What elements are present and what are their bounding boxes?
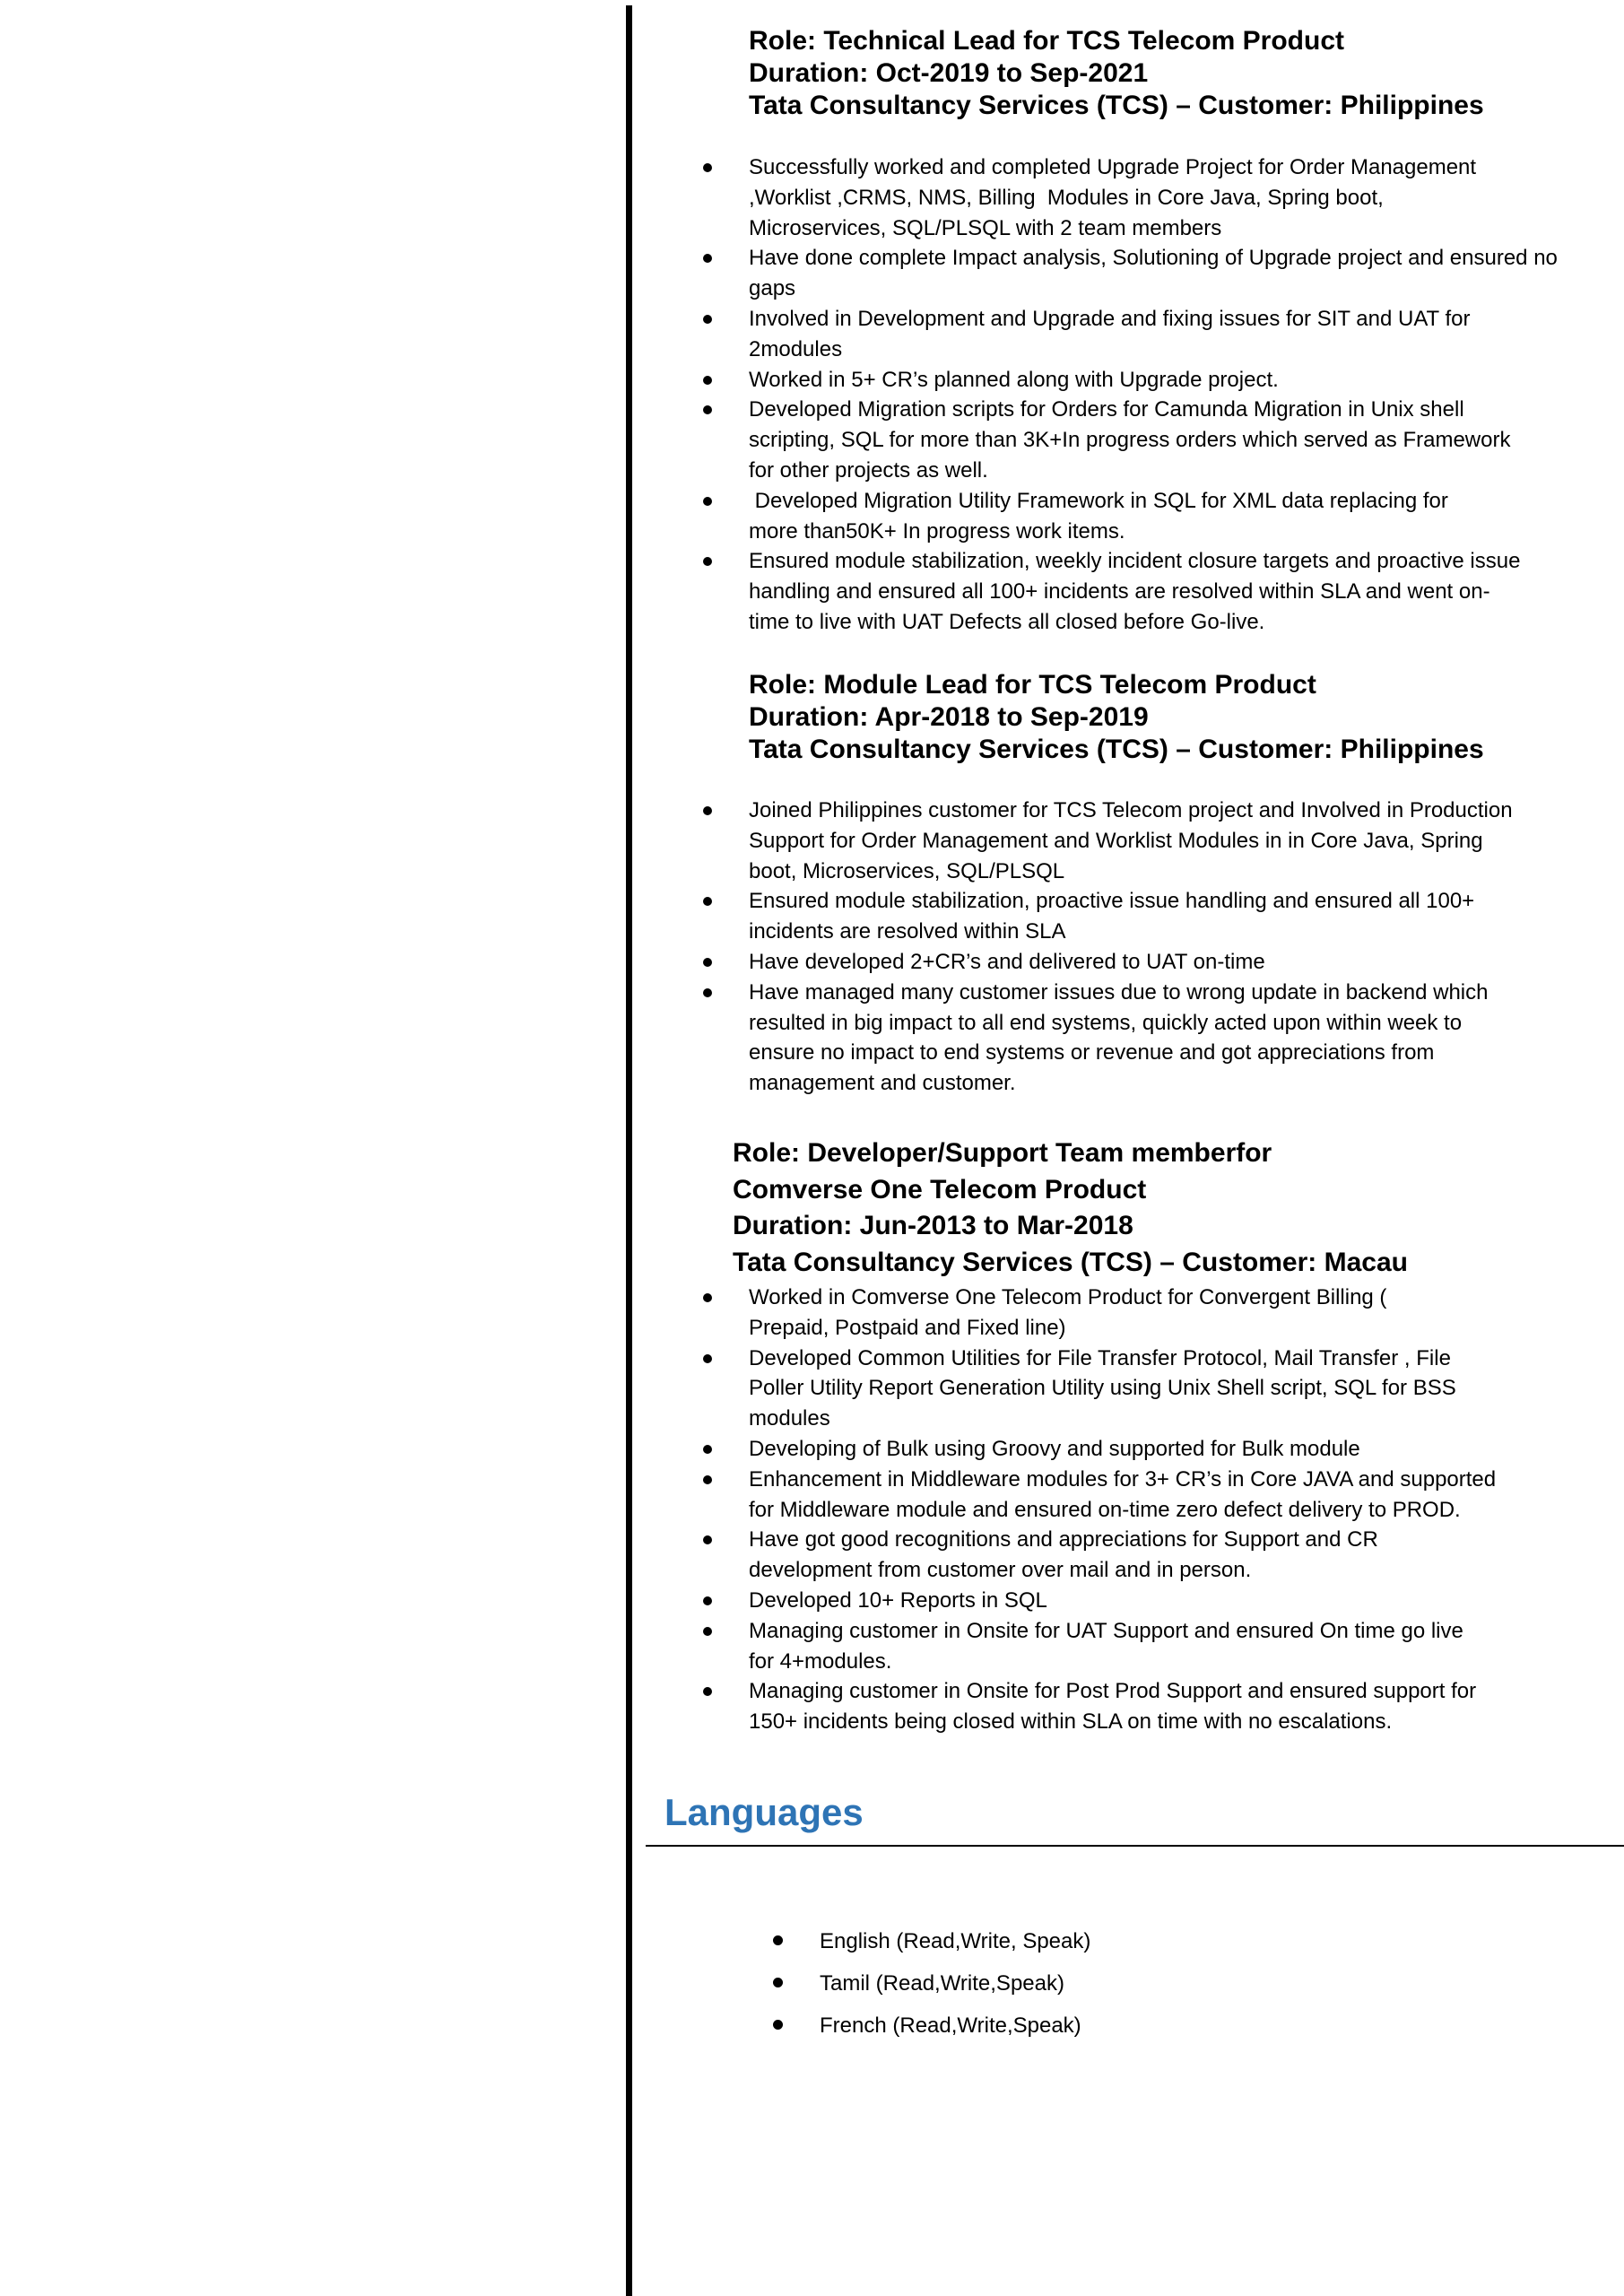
language-item (820, 1962, 1090, 2005)
bullet-dot-icon (703, 1535, 712, 1544)
bullet-dot-icon (703, 376, 712, 385)
bullet-dot-icon (703, 254, 712, 263)
bullet-item (749, 304, 1558, 365)
bullet-text-line: management and customer. (749, 1071, 1016, 1096)
bullet-dot-icon (703, 1687, 712, 1696)
bullet-text-line: Ensured module stabilization, weekly incident closure targets and proactive issue (749, 549, 1521, 574)
bullet-text-line: Developed 10+ Reports in SQL (749, 1587, 1047, 1613)
bullet-text-line: boot, Microservices, SQL/PLSQL (749, 858, 1065, 883)
bullet-text-line: gaps (749, 276, 796, 301)
bullet-text-line: ,Worklist ,CRMS, NMS, Billing Modules in Core Java, Spring boot, (749, 185, 1384, 210)
bullet-text-line: Ensured module stabilization, proactive issue handling and ensured all 100+ (749, 889, 1475, 914)
role-1-heading (749, 25, 1484, 122)
bullet-text-line: Poller Utility Report Generation Utility using Unix Shell script, SQL for BSS (749, 1376, 1456, 1401)
bullet-text-line: Have done complete Impact analysis, Solutioning of Upgrade project and ensured no (749, 246, 1558, 271)
bullet-dot-icon (703, 897, 712, 906)
bullet-dot-icon (703, 1475, 712, 1484)
bullet-item (749, 1344, 1496, 1434)
bullet-text-line: Worked in 5+ CR’s planned along with Upgrade project. (749, 367, 1279, 392)
bullet-dot-icon (703, 958, 712, 967)
bullet-item (749, 486, 1558, 547)
role-3-bullet-list (749, 1283, 1496, 1737)
bullet-text-line: more than50K+ In progress work items. (749, 518, 1125, 544)
bullet-dot-icon (703, 1293, 712, 1302)
bullet-text-line: handling and ensured all 100+ incidents are resolved within SLA and went on- (749, 579, 1490, 604)
role-2-duration: Duration: Apr-2018 to Sep-2019 (749, 702, 1149, 732)
bullet-text-line: time to live with UAT Defects all closed before Go-live. (749, 609, 1265, 634)
bullet-item (749, 978, 1513, 1099)
language-label: English (Read,Write, Speak) (820, 1929, 1091, 1953)
role-3-title: Role: Developer/Support Team memberfor (733, 1138, 1272, 1168)
bullet-text-line: development from customer over mail and in person. (749, 1558, 1252, 1583)
bullet-text-line: Prepaid, Postpaid and Fixed line) (749, 1315, 1066, 1340)
bullet-text-line: for Middleware module and ensured on-time zero defect delivery to PROD. (749, 1497, 1461, 1522)
bullet-dot-icon (703, 557, 712, 566)
bullet-item (749, 152, 1558, 243)
bullet-dot-icon (773, 1935, 783, 1945)
bullet-item (749, 886, 1513, 947)
bullet-dot-icon (773, 2020, 783, 2030)
languages-heading: Languages (664, 1791, 864, 1833)
language-item (820, 2005, 1090, 2047)
bullet-item (749, 796, 1513, 886)
languages-divider (646, 1845, 1624, 1847)
bullet-item (749, 243, 1558, 304)
bullet-text-line: Joined Philippines customer for TCS Telecom project and Involved in Production (749, 798, 1513, 822)
bullet-text-line: Managing customer in Onsite for UAT Support and ensured On time go live (749, 1618, 1463, 1643)
bullet-text-line: ensure no impact to end systems or revenue and got appreciations from (749, 1040, 1435, 1065)
bullet-text-line: Microservices, SQL/PLSQL with 2 team members (749, 215, 1222, 240)
bullet-item (749, 395, 1558, 485)
role-1-company: Tata Consultancy Services (TCS) – Customer: Philippines (749, 91, 1484, 120)
bullet-text-line: Managing customer in Onsite for Post Prod Support and ensured support for (749, 1679, 1477, 1704)
bullet-item (749, 546, 1558, 637)
bullet-dot-icon (703, 1627, 712, 1636)
bullet-dot-icon (703, 497, 712, 506)
bullet-item (749, 1465, 1496, 1526)
bullet-dot-icon (703, 806, 712, 815)
bullet-item (749, 1283, 1496, 1344)
bullet-text-line: Have managed many customer issues due to wrong update in backend which (749, 979, 1489, 1004)
role-3-heading (733, 1135, 1408, 1281)
bullet-item (749, 1586, 1496, 1616)
page-vertical-divider (626, 5, 632, 2296)
bullet-text-line: Successfully worked and completed Upgrade Project for Order Management (749, 155, 1477, 179)
bullet-dot-icon (703, 163, 712, 172)
bullet-item (749, 947, 1513, 978)
bullet-text-line: scripting, SQL for more than 3K+In progress orders which served as Framework (749, 428, 1511, 453)
bullet-text-line: 2modules (749, 336, 843, 361)
bullet-text-line: Enhancement in Middleware modules for 3+ CR’s in Core JAVA and supported (749, 1466, 1497, 1492)
bullet-dot-icon (703, 1596, 712, 1605)
bullet-text-line: Involved in Development and Upgrade and fixing issues for SIT and UAT for (749, 306, 1471, 331)
role-3-product: Comverse One Telecom Product (733, 1174, 1147, 1205)
bullet-text-line: Have developed 2+CR’s and delivered to UAT on-time (749, 949, 1265, 974)
bullet-dot-icon (703, 988, 712, 997)
role-3-duration: Duration: Jun-2013 to Mar-2018 (733, 1211, 1133, 1240)
bullet-dot-icon (703, 1445, 712, 1454)
bullet-text-line: Worked in Comverse One Telecom Product for Convergent Billing ( (749, 1285, 1387, 1309)
bullet-dot-icon (773, 1978, 783, 1987)
languages-list (820, 1920, 1090, 2047)
bullet-text-line: 150+ incidents being closed within SLA on time with no escalations. (749, 1709, 1393, 1735)
role-2-company: Tata Consultancy Services (TCS) – Customer: Philippines (749, 735, 1484, 764)
role-2-bullet-list (749, 796, 1513, 1099)
bullet-text-line: Have got good recognitions and appreciations for Support and CR (749, 1527, 1378, 1552)
role-2-heading (749, 669, 1484, 766)
bullet-text-line: incidents are resolved within SLA (749, 919, 1066, 944)
role-1-bullet-list (749, 152, 1558, 638)
bullet-text-line: Support for Order Management and Worklist Modules in in Core Java, Spring (749, 828, 1483, 853)
bullet-dot-icon (703, 405, 712, 414)
role-1-title: Role: Technical Lead for TCS Telecom Product (749, 26, 1344, 56)
bullet-item (749, 365, 1558, 396)
role-3-company: Tata Consultancy Services (TCS) – Customer: Macau (733, 1247, 1408, 1277)
bullet-text-line: for other projects as well. (749, 457, 988, 483)
bullet-dot-icon (703, 315, 712, 324)
bullet-text-line: resulted in big impact to all end systems, quickly acted upon within week to (749, 1010, 1463, 1035)
language-label: Tamil (Read,Write,Speak) (820, 1971, 1064, 1996)
bullet-item (749, 1676, 1496, 1737)
bullet-item (749, 1616, 1496, 1677)
role-1-duration: Duration: Oct-2019 to Sep-2021 (749, 58, 1149, 88)
bullet-text-line: Developed Migration Utility Framework in SQL for XML data replacing for (749, 488, 1448, 513)
bullet-text-line: for 4+modules. (749, 1648, 892, 1674)
language-label: French (Read,Write,Speak) (820, 2013, 1081, 2038)
bullet-item (749, 1434, 1496, 1465)
bullet-text-line: Developed Common Utilities for File Transfer Protocol, Mail Transfer , File (749, 1345, 1451, 1370)
language-item (820, 1920, 1090, 1962)
bullet-item (749, 1525, 1496, 1586)
role-2-title: Role: Module Lead for TCS Telecom Product (749, 670, 1316, 700)
bullet-text-line: Developing of Bulk using Groovy and supported for Bulk module (749, 1436, 1360, 1461)
bullet-text-line: modules (749, 1406, 830, 1431)
bullet-dot-icon (703, 1354, 712, 1363)
bullet-text-line: Developed Migration scripts for Orders for Camunda Migration in Unix shell (749, 397, 1464, 422)
